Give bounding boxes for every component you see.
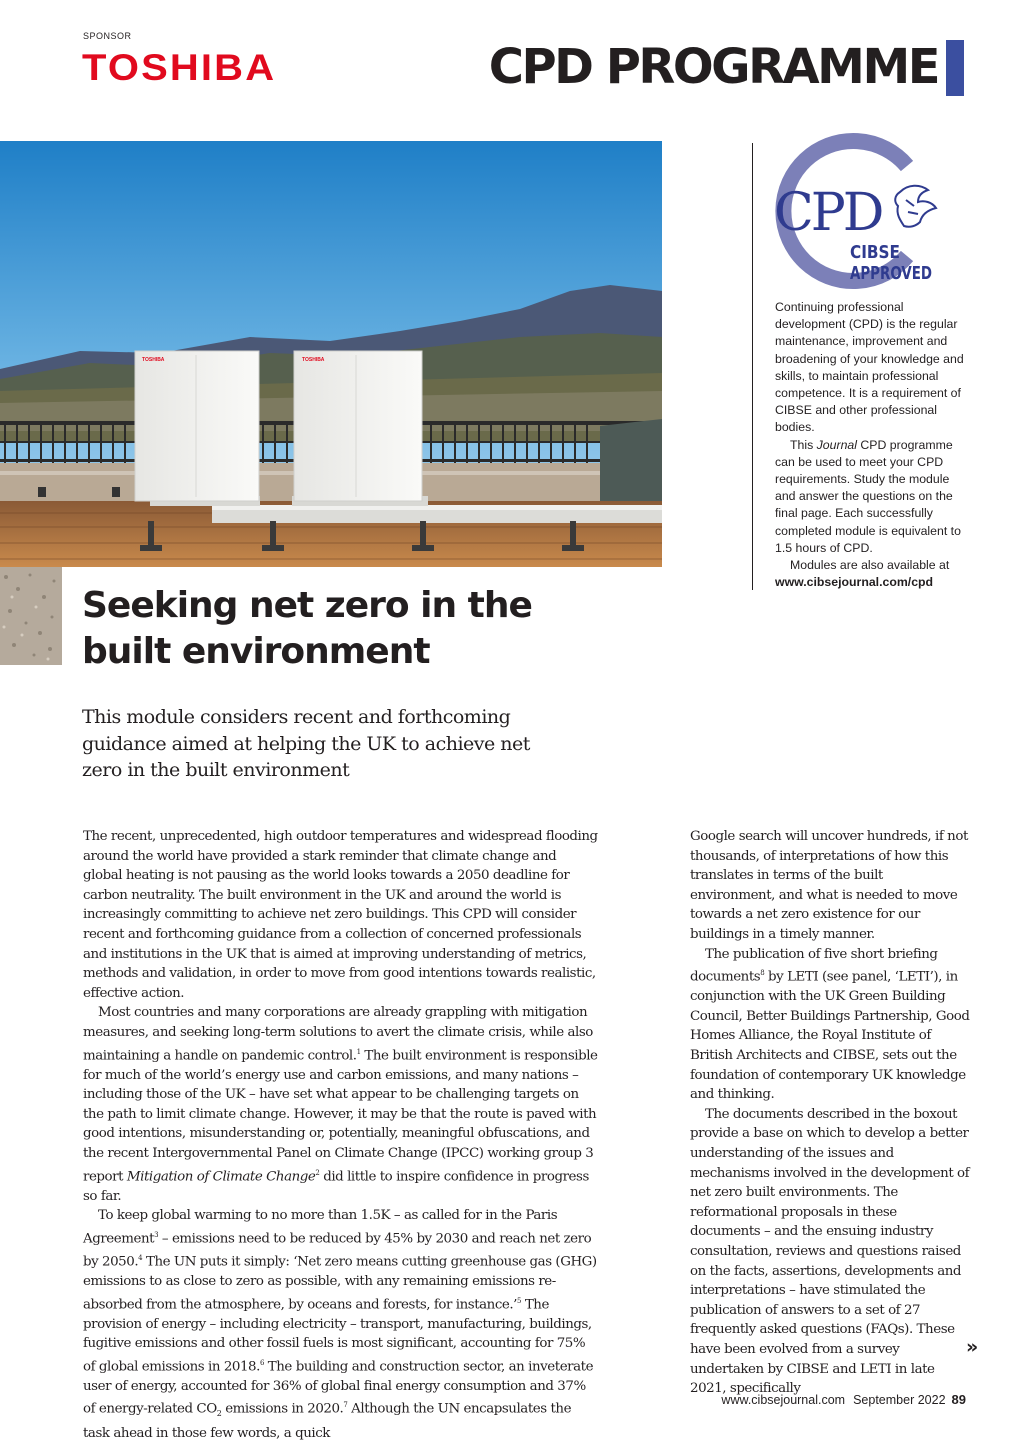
body-paragraph bbox=[83, 1206, 598, 1444]
griffin-icon bbox=[895, 186, 936, 227]
body-text: The publication of five short briefing documents bbox=[690, 946, 938, 985]
rooftop-hvac-units-photo bbox=[0, 141, 662, 567]
sponsor-label: SPONSOR bbox=[83, 31, 132, 41]
body-text: The provision of energy – including electricity – transport, manufacturing, buildings, fugitive emissions and other fossil fuels is most significant, accounting for 75% of global emissions in 2018. bbox=[83, 1297, 592, 1375]
body-text: by LETI (see panel, ‘LETI’), in conjunction with the UK Green Building Council, Better Buildings Partnership, Good Homes Alliance, the Royal Institute of British Architects and CIBSE, sets out the foundation of contemporary UK knowledge and thinking. bbox=[690, 969, 970, 1103]
footer-url[interactable]: www.cibsejournal.com bbox=[721, 1393, 846, 1407]
unit-logo-1: TOSHIBA bbox=[142, 357, 165, 363]
badge-approved-text: APPROVED bbox=[850, 263, 932, 284]
reference-marker: 7 bbox=[343, 1401, 348, 1410]
co2-subscript: 2 bbox=[216, 1409, 222, 1419]
cpd-info-para2-suffix: CPD programme can be used to meet your CPD requirements. Study the module and answer the questions on the final page. Each successfully completed module is equivalent to 1.5 hours of CPD. bbox=[775, 437, 961, 555]
section-accent-bar bbox=[946, 40, 964, 96]
reference-marker: 2 bbox=[315, 1168, 320, 1177]
cpd-cibse-approved-badge bbox=[772, 140, 942, 285]
article-title-line1: Seeking net zero in the bbox=[82, 585, 532, 626]
cpd-info-box bbox=[775, 299, 970, 591]
body-text: To keep global warming to no more than 1.5K – as called for in the Paris Agreement bbox=[83, 1208, 558, 1247]
page-footer bbox=[721, 1392, 966, 1407]
body-text: emissions in 2020. bbox=[221, 1401, 344, 1417]
footer-issue: September 2022 bbox=[853, 1393, 946, 1407]
article-title-line2: built environment bbox=[82, 631, 430, 672]
body-text: The built environment is responsible for much of the world’s energy use and carbon emissions, and many nations – including those of the UK – have set what appear to be challenging targets on the path to limit climate change. However, it may be that the route is paved with good intentions, misunderstanding or, potentially, meaningful obfuscations, and the recent Intergovernmental Panel on Climate Change (IPCC) working group 3 report bbox=[83, 1048, 598, 1185]
hero-photo bbox=[0, 141, 662, 567]
body-paragraph: The documents described in the boxout provide a base on which to develop a better understanding of the issues and mechanisms involved in the development of net zero built environments. The reformational proposals in these documents – and the ensuing industry consultation, reviews and questions raised on the facts, assertions, developments and interpretations – have stimulated the publication of answers to a set of 27 frequently asked questions (FAQs). These have been evolved from a survey undertaken by CIBSE and LETI in late 2021, specifically bbox=[690, 1106, 970, 1397]
body-text: – emissions need to be reduced by 45% by 2030 and reach net zero by 2050. bbox=[83, 1231, 592, 1270]
body-text: Most countries and many corporations are already grappling with mitigation measures, and seeking long-term solutions to avert the climate crisis, while also maintaining a handle on pandemic control. bbox=[83, 1005, 593, 1063]
badge-cibse-text: CIBSE bbox=[850, 242, 900, 263]
body-column-1 bbox=[83, 827, 598, 1444]
body-text: did little to inspire confidence in progress so far. bbox=[83, 1169, 589, 1204]
hero-gravel-strip bbox=[0, 567, 62, 665]
body-paragraph bbox=[83, 1003, 598, 1206]
body-paragraph bbox=[690, 945, 970, 1105]
cpd-info-para3: Modules are also available at bbox=[790, 558, 950, 573]
body-column-2 bbox=[690, 827, 970, 1399]
article-standfirst: This module considers recent and forthcoming guidance aimed at helping the UK to achieve net zero in the built environment bbox=[82, 706, 530, 781]
article-title bbox=[82, 583, 662, 675]
reference-marker: 3 bbox=[154, 1230, 159, 1239]
body-paragraph: Google search will uncover hundreds, if not thousands, of interpretations of how this translates in terms of the built environment, and what is needed to move towards a net zero existence for our buildings in a timely manner. bbox=[690, 829, 968, 942]
reference-marker: 4 bbox=[138, 1253, 143, 1262]
section-title: CPD PROGRAMME bbox=[488, 39, 938, 95]
cpd-info-para2 bbox=[775, 437, 970, 557]
body-paragraph: The recent, unprecedented, high outdoor temperatures and widespread flooding around the world have provided a stark reminder that climate change and global heating is not pausing as the world looks towards a 2050 deadline for carbon neutrality. The built environment in the UK and around the world is increasingly committing to achieve net zero buildings. This CPD will consider recent and forthcoming guidance from a collection of concerned professionals and institutions in the UK that is aimed at improving understanding of metrics, methods and validation, in order to move from good intentions towards realistic, effective action. bbox=[83, 829, 598, 1001]
report-title-italic: Mitigation of Climate Change bbox=[126, 1169, 316, 1185]
unit-logo-2: TOSHIBA bbox=[302, 357, 325, 363]
reference-marker: 1 bbox=[356, 1047, 361, 1056]
badge-cpd-text: CPD bbox=[774, 183, 882, 243]
reference-marker: 6 bbox=[259, 1358, 264, 1367]
reference-marker: 5 bbox=[517, 1296, 522, 1305]
cpd-info-para2-prefix: This bbox=[790, 437, 817, 452]
cpd-info-para1: Continuing professional development (CPD) is the regular maintenance, improvement and broadening of your knowledge and skills, to maintain professional competence. It is a requirement of CIBSE and other professional bodies. bbox=[775, 300, 964, 435]
body-text: The building and construction sector, an inveterate user of energy, accounted for 36% of global final energy consumption and 37% of energy-related CO bbox=[83, 1359, 594, 1417]
cpd-modules-link[interactable]: www.cibsejournal.com/cpd bbox=[775, 575, 934, 590]
body-text: The UN puts it simply: ‘Net zero means cutting greenhouse gas (GHG) emissions to as close to zero as possible, with any remaining emissions re-absorbed from the atmosphere, by oceans and forests, for instance.’ bbox=[83, 1254, 597, 1312]
continue-arrow-icon: » bbox=[966, 1336, 979, 1358]
journal-italic: Journal bbox=[816, 437, 857, 452]
page-number: 89 bbox=[951, 1392, 966, 1407]
toshiba-logo: TOSHIBA bbox=[82, 47, 277, 88]
reference-marker: 8 bbox=[760, 969, 765, 978]
body-text: Although the UN encapsulates the task ahead in those few words, a quick bbox=[83, 1401, 572, 1442]
sidebar-divider bbox=[752, 143, 753, 590]
